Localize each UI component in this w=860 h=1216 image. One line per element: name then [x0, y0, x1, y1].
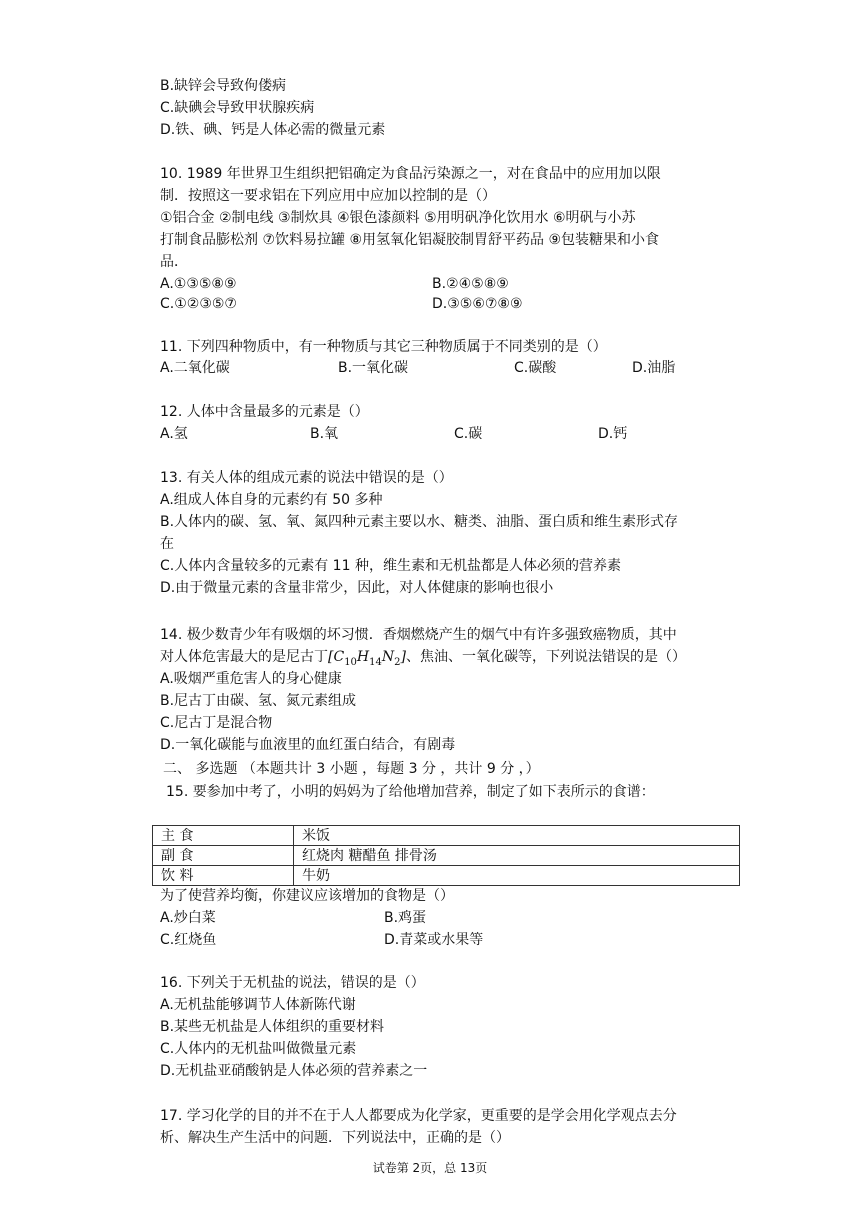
q11-stem: 11. 下列四种物质中，有一种物质与其它三种物质属于不同类别的是（） — [160, 339, 607, 355]
page-footer: 试卷第 2页，总 13页 — [372, 1161, 488, 1175]
section-heading-multi-choice: 二、 多选题 （本题共计 3 小题 ，每题 3 分 ，共计 9 分 ，） — [163, 761, 540, 777]
q14-stem-line2-post: 、焦油、一氧化碳等，下列说法错误的是（） — [405, 649, 686, 665]
q16-option-d: D.无机盐亚硝酸钠是人体必须的营养素之一 — [160, 1063, 428, 1079]
q10-stem-line3: ①铝合金 ②制电线 ③制炊具 ④银色漆颜料 ⑤用明矾净化饮用水 ⑥明矾与小苏 — [160, 210, 636, 226]
table-cell-key: 副 食 — [153, 846, 294, 866]
formula-n: N — [381, 649, 395, 665]
q15-option-a: A.炒白菜 — [160, 910, 216, 926]
q14-option-d: D.一氧化碳能与血液里的血红蛋白结合，有剧毒 — [160, 737, 456, 753]
q15-option-d: D.青菜或水果等 — [384, 932, 484, 948]
formula-close: ] — [400, 649, 406, 665]
table-cell-value: 牛奶 — [294, 866, 740, 886]
q13-option-c: C.人体内含量较多的元素有 11 种，维生素和无机盐都是人体必须的营养素 — [160, 558, 621, 574]
q13-option-d: D.由于微量元素的含量非常少，因此，对人体健康的影响也很小 — [160, 580, 554, 596]
q12-option-d: D.钙 — [598, 426, 628, 442]
q15-question: 为了使营养均衡，你建议应该增加的食物是（） — [160, 888, 454, 904]
q13-option-a: A.组成人体自身的元素约有 50 多种 — [160, 492, 383, 508]
q11-option-c: C.碳酸 — [514, 360, 557, 376]
q13-option-b-line1: B.人体内的碳、氢、氧、氮四种元素主要以水、糖类、油脂、蛋白质和维生素形式存 — [160, 514, 679, 530]
formula-c: C — [333, 649, 345, 665]
q15-option-c: C.红烧鱼 — [160, 932, 217, 948]
q17-stem-line1: 17. 学习化学的目的并不在于人人都要成为化学家，更重要的是学会用化学观点去分 — [160, 1108, 677, 1124]
formula-h-count: 14 — [369, 656, 382, 668]
q12-option-c: C.碳 — [454, 426, 483, 442]
q10-option-a: A.①③⑤⑧⑨ — [160, 276, 237, 292]
nicotine-formula — [328, 649, 406, 668]
q10-stem-line1: 10. 1989 年世界卫生组织把铝确定为食品污染源之一，对在食品中的应用加以限 — [160, 166, 661, 182]
q15-stem: 15. 要参加中考了，小明的妈妈为了给他增加营养，制定了如下表所示的食谱： — [166, 784, 655, 800]
q10-option-b: B.②④⑤⑧⑨ — [432, 276, 509, 292]
q14-option-c: C.尼古丁是混合物 — [160, 715, 273, 731]
table-row — [153, 826, 740, 846]
table-row — [153, 846, 740, 866]
table-cell-value: 红烧肉 糖醋鱼 排骨汤 — [294, 846, 740, 866]
q14-stem-line1: 14. 极少数青少年有吸烟的坏习惯．香烟燃烧产生的烟气中有许多强致癌物质，其中 — [160, 627, 677, 643]
formula-c-count: 10 — [344, 656, 357, 668]
q16-option-b: B.某些无机盐是人体组织的重要材料 — [160, 1019, 385, 1035]
q14-stem-line2-pre: 对人体危害最大的是尼古丁 — [160, 649, 328, 665]
q10-stem-line4: 打制食品膨松剂 ⑦饮料易拉罐 ⑧用氢氧化铝凝胶制胃舒平药品 ⑨包装糖果和小食 — [160, 232, 660, 248]
q13-stem: 13. 有关人体的组成元素的说法中错误的是（） — [160, 470, 453, 486]
q14-option-a: A.吸烟严重危害人的身心健康 — [160, 671, 342, 687]
q14-option-b: B.尼古丁由碳、氢、氮元素组成 — [160, 693, 357, 709]
q9-option-b: B.缺锌会导致佝偻病 — [160, 78, 287, 94]
q12-option-a: A.氢 — [160, 426, 188, 442]
q10-stem-line2: 制．按照这一要求铝在下列应用中应加以控制的是（） — [160, 188, 496, 204]
q12-option-b: B.氧 — [310, 426, 339, 442]
table-cell-key: 主 食 — [153, 826, 294, 846]
meal-plan-table — [152, 825, 740, 886]
q16-stem: 16. 下列关于无机盐的说法，错误的是（） — [160, 975, 425, 991]
q9-option-c: C.缺碘会导致甲状腺疾病 — [160, 100, 315, 116]
q15-option-b: B.鸡蛋 — [384, 910, 427, 926]
q13-option-b-line2: 在 — [160, 536, 174, 552]
q16-option-c: C.人体内的无机盐叫做微量元素 — [160, 1041, 357, 1057]
q9-option-d: D.铁、碘、钙是人体必需的微量元素 — [160, 122, 386, 138]
q17-stem-line2: 析、解决生产生活中的问题．下列说法中，正确的是（） — [160, 1130, 510, 1146]
table-cell-key: 饮 料 — [153, 866, 294, 886]
q11-option-d: D.油脂 — [632, 360, 676, 376]
table-row — [153, 866, 740, 886]
formula-open: [ — [328, 649, 334, 665]
q10-option-d: D.③⑤⑥⑦⑧⑨ — [432, 296, 523, 312]
q11-option-a: A.二氧化碳 — [160, 360, 230, 376]
q16-option-a: A.无机盐能够调节人体新陈代谢 — [160, 997, 356, 1013]
q11-option-b: B.一氧化碳 — [338, 360, 409, 376]
q10-stem-line5: 品． — [160, 254, 188, 270]
formula-n-count: 2 — [394, 656, 401, 668]
table-cell-value: 米饭 — [294, 826, 740, 846]
q10-option-c: C.①②③⑤⑦ — [160, 296, 237, 312]
q12-stem: 12. 人体中含量最多的元素是（） — [160, 404, 369, 420]
formula-h: H — [356, 649, 370, 665]
